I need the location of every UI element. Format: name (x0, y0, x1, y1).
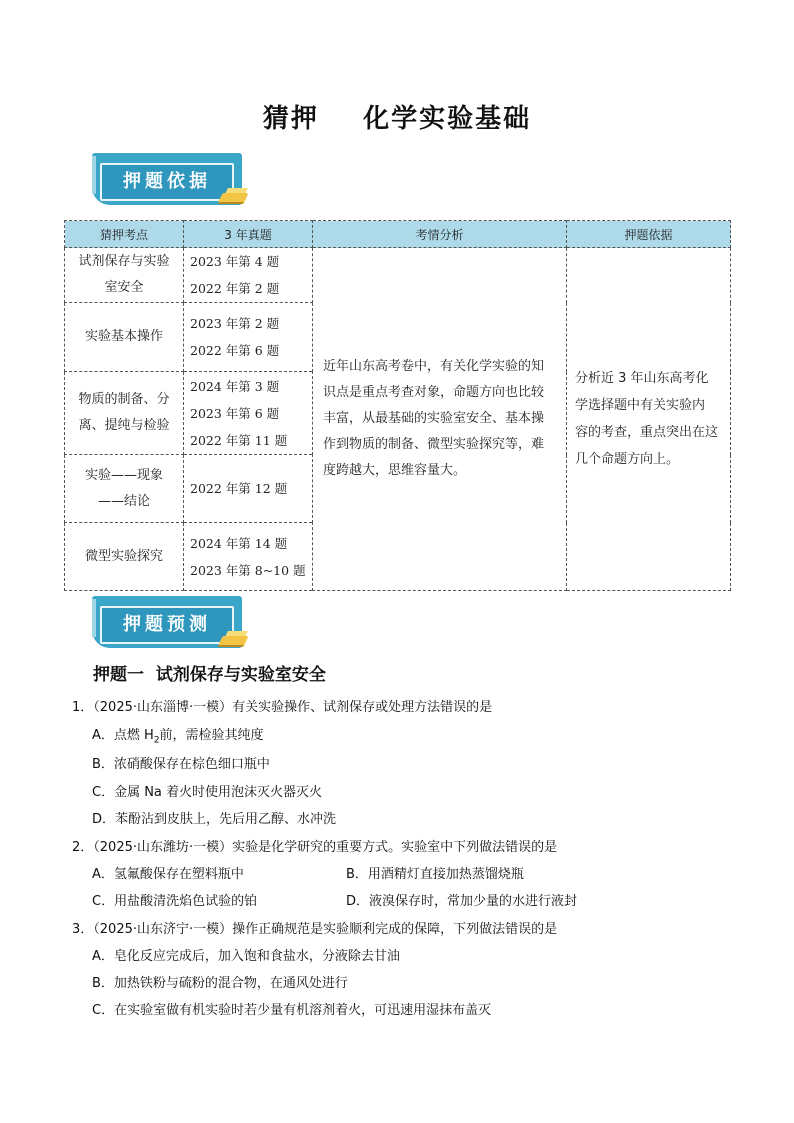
basis-cell: 分析近 3 年山东高考化 学选择题中有关实验内 容的考查，重点突出在这 几个命题方向上。 (567, 248, 731, 591)
banner-label: 押题依据 (100, 163, 234, 201)
topic-cell: 实验基本操作 (65, 303, 184, 372)
years-cell: 2024 年第 14 题 2023 年第 8~10 题 (184, 523, 313, 591)
question-stem: 3．（2025·山东济宁·一模）操作正确规范是实验顺利完成的保障，下列做法错误的是 (72, 922, 558, 937)
header-analysis: 考情分析 (313, 221, 567, 248)
topic-cell: 试剂保存与实验 室安全 (65, 248, 184, 303)
years-cell: 2022 年第 12 题 (184, 455, 313, 523)
header-basis: 押题依据 (567, 221, 731, 248)
option-b: B．浓硝酸保存在棕色细口瓶中 (92, 757, 270, 772)
option-c: C．在实验室做有机实验时若少量有机溶剂着火，可迅速用湿抹布盖灭 (92, 1003, 492, 1018)
years-cell: 2024 年第 3 题 2023 年第 6 题 2022 年第 11 题 (184, 372, 313, 455)
section-banner-forecast (92, 596, 247, 654)
header-topic: 猜押考点 (65, 221, 184, 248)
header-years: 3 年真题 (184, 221, 313, 248)
option-d: D．苯酚沾到皮肤上，先后用乙醇、水冲洗 (92, 812, 337, 827)
banner-label: 押题预测 (100, 606, 234, 644)
page-title: 猜押 化学实验基础 (262, 104, 532, 134)
option-a: A．氢氟酸保存在塑料瓶中 (92, 867, 244, 882)
option-d: D．液溴保存时，常加少量的水进行液封 (346, 894, 578, 909)
topic-cell: 微型实验探究 (65, 523, 184, 591)
forecast-table (64, 220, 731, 591)
option-c: C．用盐酸清洗焰色试验的铂 (92, 894, 258, 909)
topic-cell: 物质的制备、分 离、提纯与检验 (65, 372, 184, 455)
option-b: B．用酒精灯直接加热蒸馏烧瓶 (346, 867, 524, 882)
option-c: C．金属 Na 着火时使用泡沫灭火器灭火 (92, 785, 323, 800)
years-cell: 2023 年第 2 题 2022 年第 6 题 (184, 303, 313, 372)
question-stem: 1．（2025·山东淄博·一模）有关实验操作、试剂保存或处理方法错误的是 (72, 700, 493, 715)
section-banner-basis (92, 153, 247, 211)
option-a: A．皂化反应完成后，加入饱和食盐水，分液除去甘油 (92, 949, 400, 964)
question-stem: 2．（2025·山东潍坊·一模）实验是化学研究的重要方式。实验室中下列做法错误的是 (72, 840, 558, 855)
table-row (65, 248, 731, 303)
topic-cell: 实验——现象 ——结论 (65, 455, 184, 523)
section-title: 押题一 试剂保存与实验室安全 (93, 665, 326, 685)
years-cell: 2023 年第 4 题 2022 年第 2 题 (184, 248, 313, 303)
option-b: B．加热铁粉与硫粉的混合物，在通风处进行 (92, 976, 348, 991)
book-icon (217, 636, 248, 647)
book-icon (217, 193, 248, 204)
analysis-cell: 近年山东高考卷中，有关化学实验的知 识点是重点考查对象，命题方向也比较 丰富，从最基础的实验室安全、基本操 作到物质的制备、微型实验探究等，难 度跨越大，思维容量大。 (313, 248, 567, 591)
table-header-row (65, 221, 731, 248)
option-a: A．点燃 $H_2$前，需检验其纯度 (92, 728, 264, 746)
